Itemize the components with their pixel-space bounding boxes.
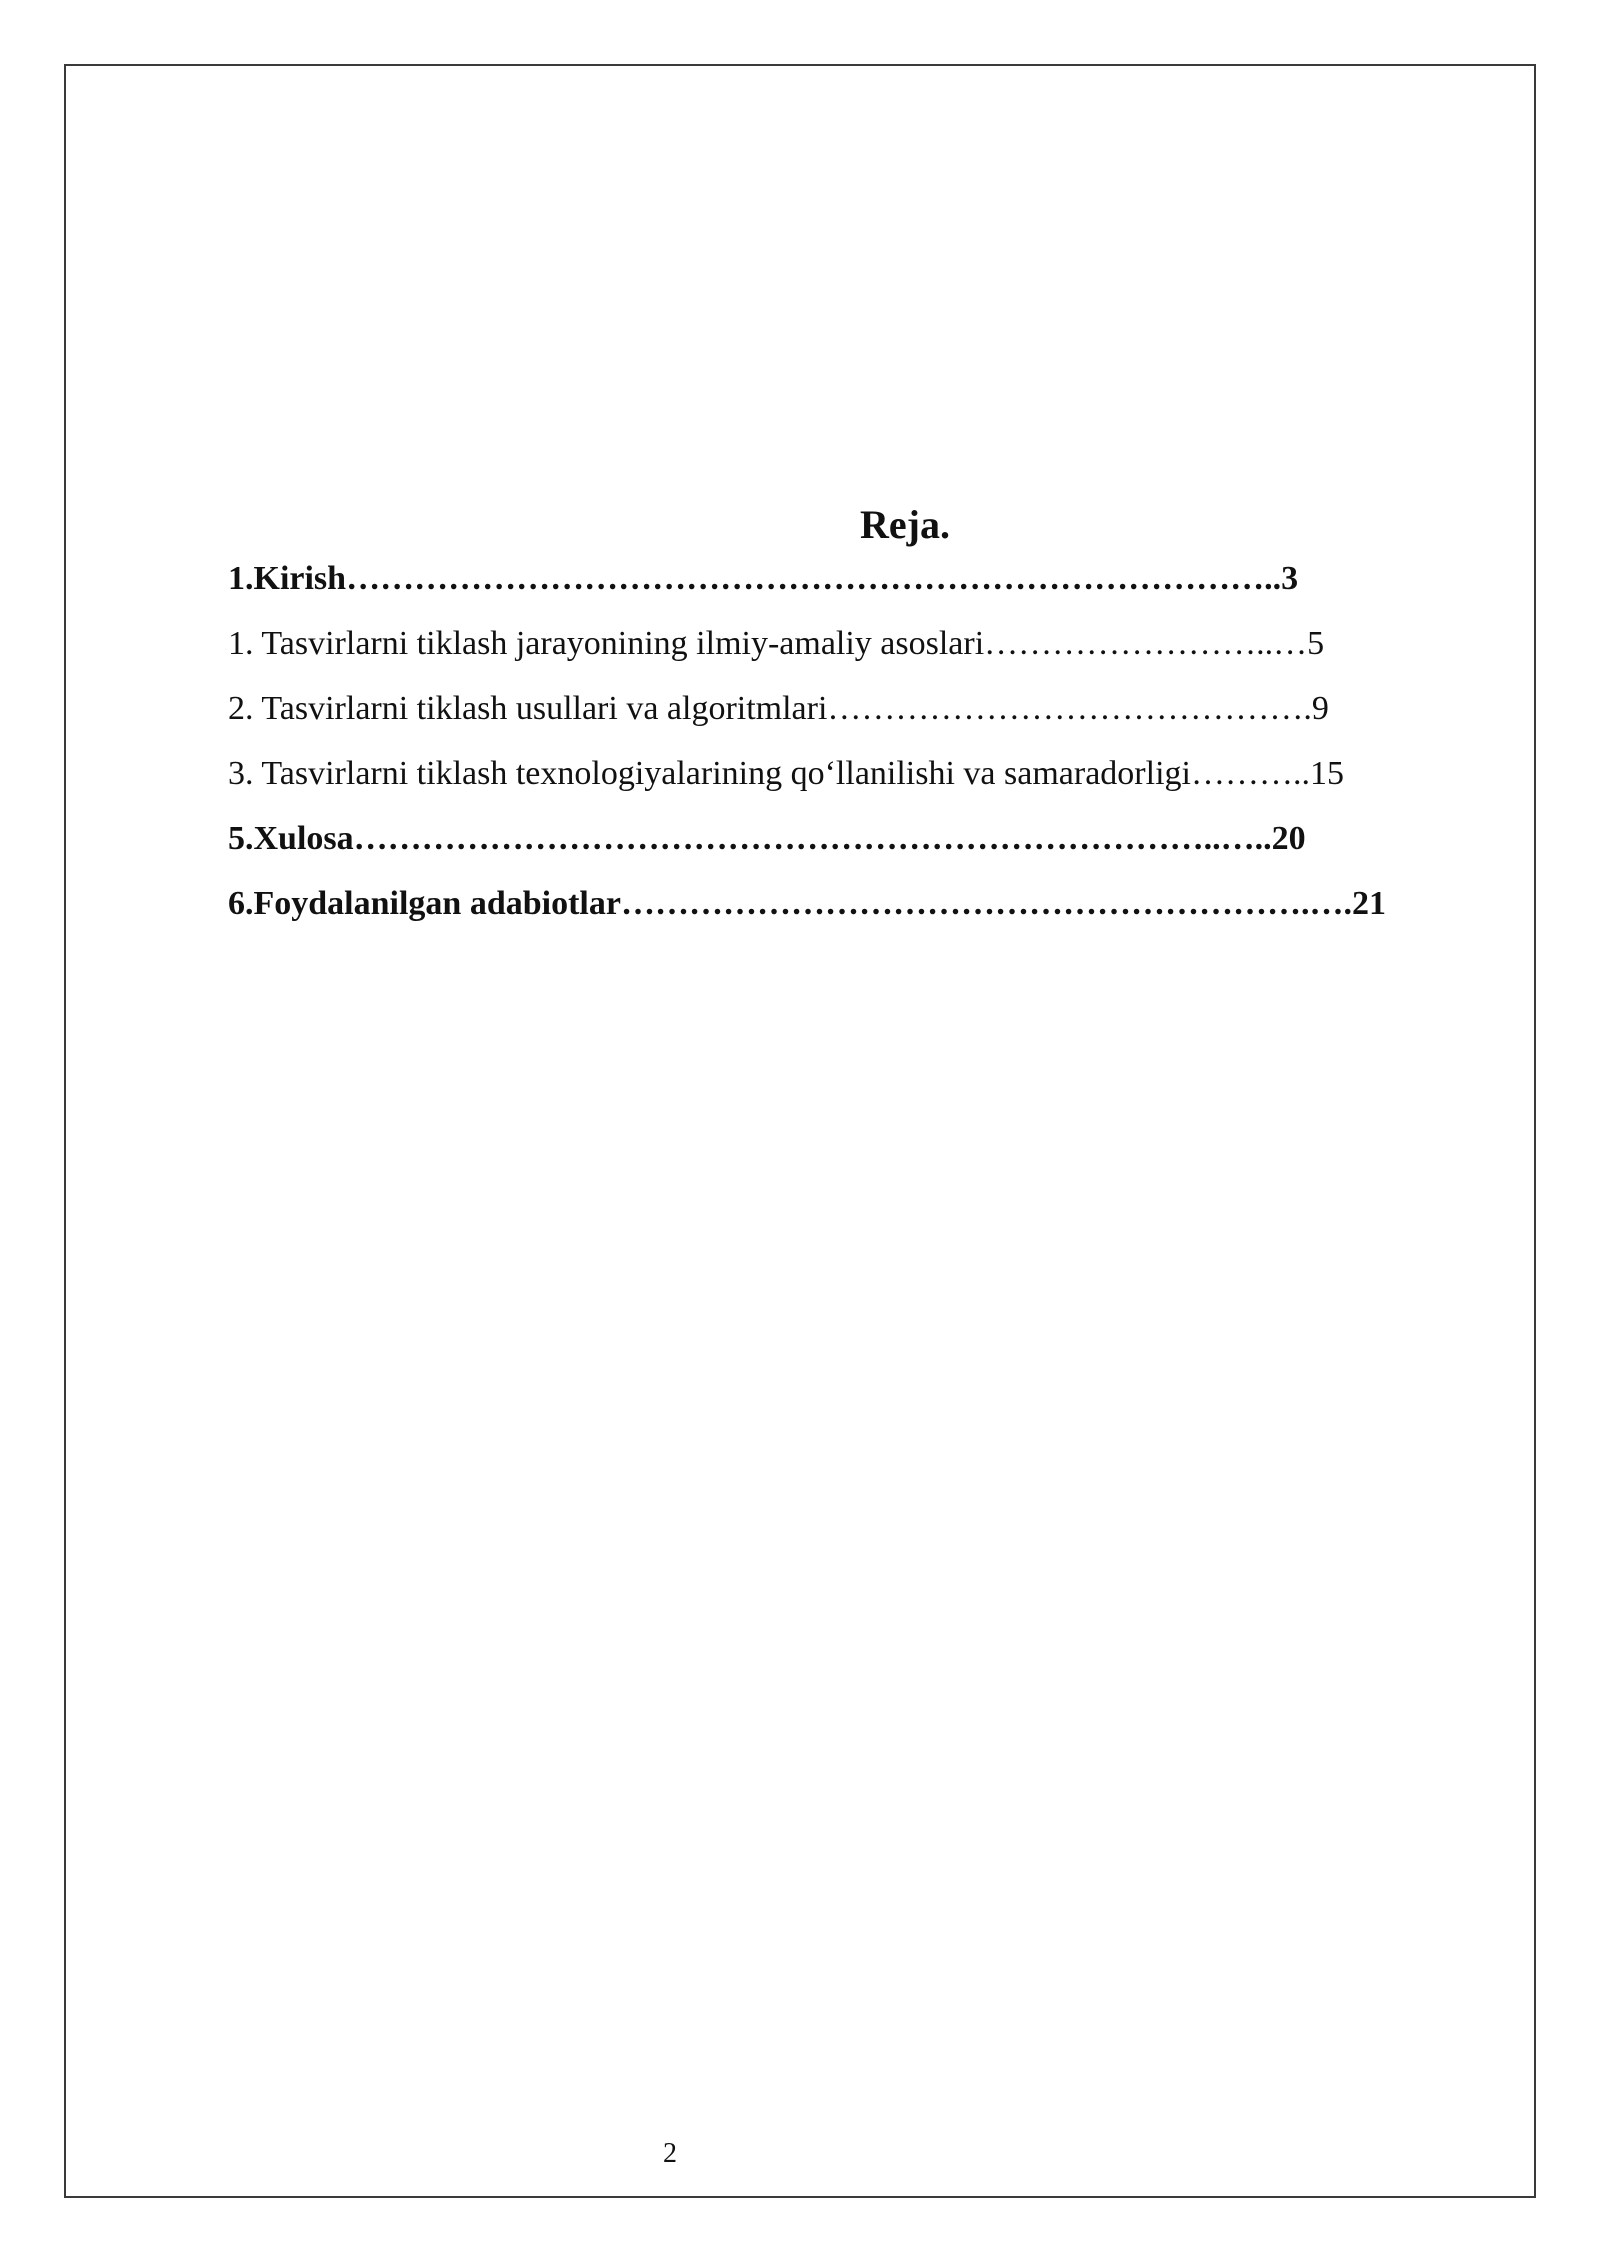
toc-title: Reja. [860, 502, 950, 547]
table-of-contents [228, 546, 1386, 936]
toc-entry-section-2: 2. Tasvirlarni tiklash usullari va algoritmlari…………………………………….9 [228, 690, 1329, 727]
toc-entry-xulosa: 5.Xulosa…………………………………………………………………..…..20 [228, 820, 1306, 857]
page-number: 2 [663, 2138, 677, 2169]
toc-entry-section-3: 3. Tasvirlarni tiklash texnologiyalarining qo‘llanilishi va samaradorligi………..15 [228, 755, 1344, 792]
toc-entry-kirish: 1.Kirish………………………………………………………………………..3 [228, 560, 1299, 597]
toc-entry-section-1: 1. Tasvirlarni tiklash jarayonining ilmiy-amaliy asoslari……………………..…5 [228, 625, 1325, 662]
toc-entry-adabiotlar: 6.Foydalanilgan adabiotlar…………………………………………………….….21 [228, 885, 1386, 922]
page-border [64, 64, 1536, 2198]
